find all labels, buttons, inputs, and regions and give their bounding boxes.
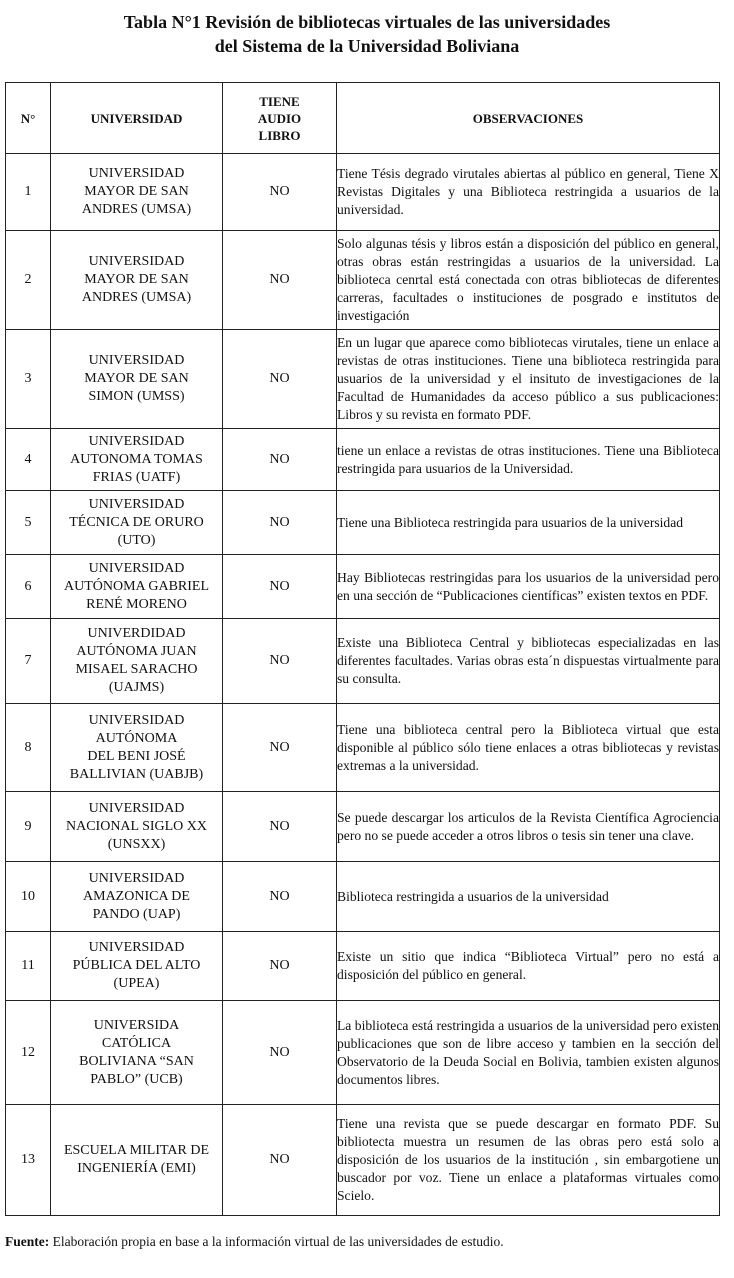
audio-book-value: NO xyxy=(223,555,337,619)
header-audio-book xyxy=(223,83,337,154)
university-name xyxy=(51,792,223,862)
university-name-line: ESCUELA MILITAR DE xyxy=(63,1143,210,1158)
row-number: 3 xyxy=(6,330,51,429)
table-row xyxy=(6,862,720,932)
audio-book-value: NO xyxy=(223,1001,337,1105)
row-number: 8 xyxy=(6,704,51,792)
table-row xyxy=(6,330,720,429)
row-number: 1 xyxy=(6,154,51,231)
university-name-line: ANDRES (UMSA) xyxy=(81,290,192,305)
table-row xyxy=(6,1001,720,1105)
audio-book-value: NO xyxy=(223,1105,337,1216)
university-name-line: UNIVERSIDAD xyxy=(88,712,185,728)
source-label: Fuente: xyxy=(5,1234,50,1249)
university-name-line: AUTÓNOMA GABRIEL xyxy=(63,578,210,594)
university-name-line: SIMON (UMSS) xyxy=(88,389,185,404)
header-audio-line-1: TIENE xyxy=(259,93,300,109)
observation-text: Existe un sitio que indica “Biblioteca Virtual” pero no está a disposición del público en general. xyxy=(337,932,720,1001)
university-name-line: UNIVERSIDAD xyxy=(88,560,185,576)
audio-book-value: NO xyxy=(223,932,337,1001)
header-num: N° xyxy=(6,83,51,154)
observation-text: Biblioteca restringida a usuarios de la universidad xyxy=(337,862,720,932)
university-name-line: (UNSXX) xyxy=(107,836,166,852)
row-number: 13 xyxy=(6,1105,51,1216)
university-name xyxy=(51,1001,223,1105)
observation-text: En un lugar que aparece como bibliotecas virutales, tiene un enlace a revistas de otras instituciones. Tiene una biblioteca restringida para usuarios de la universidad y el insituto de investigaciones de la Facultad de Humanidades da acceso público a sus publicaciones: Libros y su revista en formato PDF. xyxy=(337,330,720,429)
university-name-line: (UAJMS) xyxy=(108,680,165,695)
university-name-line: MAYOR DE SAN xyxy=(84,371,189,386)
university-name-line: UNIVERSIDAD xyxy=(88,800,185,816)
audio-book-value: NO xyxy=(223,619,337,704)
audio-book-value: NO xyxy=(223,862,337,932)
university-name-line: UNIVERSIDAD xyxy=(88,254,185,269)
audio-book-value: NO xyxy=(223,154,337,231)
university-name-line: MAYOR DE SAN xyxy=(84,272,189,287)
observation-text: Se puede descargar los articulos de la Revista Científica Agrociencia pero no se puede acceder a otros libros o tesis sin tener una clave. xyxy=(337,792,720,862)
table-row xyxy=(6,231,720,330)
header-audio-line-2: AUDIO xyxy=(257,110,302,126)
audio-book-value: NO xyxy=(223,429,337,491)
university-name-line: UNIVERSIDAD xyxy=(88,940,185,955)
audio-book-value: NO xyxy=(223,792,337,862)
row-number: 2 xyxy=(6,231,51,330)
row-number: 6 xyxy=(6,555,51,619)
university-name-line: MAYOR DE SAN xyxy=(84,184,189,199)
university-name xyxy=(51,330,223,429)
row-number: 12 xyxy=(6,1001,51,1105)
table-row xyxy=(6,491,720,555)
university-name xyxy=(51,1105,223,1216)
universities-table xyxy=(5,82,720,1216)
university-name-line: NACIONAL SIGLO XX xyxy=(65,818,208,834)
university-name-line: TÉCNICA DE ORURO xyxy=(69,514,204,530)
table-body xyxy=(6,154,720,1216)
university-name-line: MISAEL SARACHO xyxy=(75,662,198,677)
table-row xyxy=(6,154,720,231)
row-number: 5 xyxy=(6,491,51,555)
university-name-line: ANDRES (UMSA) xyxy=(81,202,192,217)
audio-book-value: NO xyxy=(223,704,337,792)
university-name-line: BALLIVIAN (UABJB) xyxy=(69,766,204,782)
row-number: 10 xyxy=(6,862,51,932)
university-name-line: UNIVERSIDAD xyxy=(88,166,185,181)
university-name-line: (UPEA) xyxy=(113,976,160,991)
table-row xyxy=(6,704,720,792)
header-row xyxy=(6,83,720,154)
university-name-line: UNIVERDIDAD xyxy=(87,626,186,641)
row-number: 11 xyxy=(6,932,51,1001)
audio-book-value: NO xyxy=(223,231,337,330)
university-name xyxy=(51,429,223,491)
audio-book-value: NO xyxy=(223,491,337,555)
university-name-line: PÚBLICA DEL ALTO xyxy=(72,958,201,973)
audio-book-value: NO xyxy=(223,330,337,429)
observation-text: Solo algunas tésis y libros están a disposición del público en general, otras obras están restringidas a usuarios de la universidad. La biblioteca cenrtal está conectada con otras bibliotecas de diferentes carreras, facultades o instituciones de posgrado e institutos de investigación xyxy=(337,231,720,330)
table-title xyxy=(0,10,734,58)
university-name-line: BOLIVIANA “SAN xyxy=(79,1053,194,1069)
table-row xyxy=(6,932,720,1001)
table-row xyxy=(6,619,720,704)
observation-text: tiene un enlace a revistas de otras instituciones. Tiene una Biblioteca restringida para usuarios de la Universidad. xyxy=(337,429,720,491)
university-name xyxy=(51,704,223,792)
header-university: UNIVERSIDAD xyxy=(51,83,223,154)
observation-text: Existe una Biblioteca Central y bibliotecas especializadas en las diferentes facultades. Varias obras esta´n dispuestas virtualmente para su consulta. xyxy=(337,619,720,704)
observation-text: Tiene una biblioteca central pero la Biblioteca virtual que esta disponible al público sólo tiene enlaces a otras bibliotecas y revistas extremas a la universidad. xyxy=(337,704,720,792)
observation-text: Tiene Tésis degrado virutales abiertas al público en general, Tiene X Revistas Digitales y una Biblioteca restringida a usuarios de la universidad. xyxy=(337,154,720,231)
university-name-line: UNIVERSIDAD xyxy=(88,433,185,449)
university-name-line: DEL BENI JOSÉ xyxy=(87,748,186,764)
row-number: 7 xyxy=(6,619,51,704)
university-name-line: AUTÓNOMA xyxy=(95,730,178,746)
university-name-line: UNIVERSIDAD xyxy=(88,496,185,512)
table-row xyxy=(6,1105,720,1216)
university-name-line: RENÉ MORENO xyxy=(86,596,187,612)
university-name-line: UNIVERSIDAD xyxy=(88,353,185,368)
university-name xyxy=(51,932,223,1001)
university-name-line: PABLO” (UCB) xyxy=(90,1071,183,1087)
university-name-line: UNIVERSIDAD xyxy=(88,870,185,886)
university-name-line: UNIVERSIDA xyxy=(93,1017,180,1033)
university-name-line: CATÓLICA xyxy=(101,1035,172,1051)
row-number: 9 xyxy=(6,792,51,862)
table-row xyxy=(6,555,720,619)
university-name xyxy=(51,555,223,619)
source-text: Elaboración propia en base a la información virtual de las universidades de estudio. xyxy=(49,1234,504,1249)
row-number: 4 xyxy=(6,429,51,491)
university-name xyxy=(51,491,223,555)
university-name-line: INGENIERÍA (EMI) xyxy=(77,1161,196,1176)
university-name xyxy=(51,619,223,704)
university-name xyxy=(51,154,223,231)
university-name-line: PANDO (UAP) xyxy=(92,906,181,922)
observation-text: Tiene una revista que se puede descargar en formato PDF. Su bibliotecta muestra un resumen de las obras pero está solo a disposición de los usuarios de la institución , sin embargotiene un buscador por voz. Tiene un enlace a plataformas virtuales como Scielo. xyxy=(337,1105,720,1216)
university-name-line: AUTONOMA TOMAS xyxy=(70,451,203,467)
observation-text: Tiene una Biblioteca restringida para usuarios de la universidad xyxy=(337,491,720,555)
table-row xyxy=(6,792,720,862)
university-name-line: (UTO) xyxy=(117,532,156,548)
university-name xyxy=(51,862,223,932)
university-name-line: AUTÓNOMA JUAN xyxy=(76,644,197,659)
university-name-line: FRIAS (UATF) xyxy=(92,469,181,485)
university-name xyxy=(51,231,223,330)
source-note xyxy=(5,1233,504,1251)
header-audio-line-3: LIBRO xyxy=(258,127,301,143)
observation-text: La biblioteca está restringida a usuarios de la universidad pero existen publicaciones que son de libre acceso y tambien en la sección del Observatorio de la Deuda Social en Bolivia, tambien existen algunos documentos libres. xyxy=(337,1001,720,1105)
university-name-line: AMAZONICA DE xyxy=(83,888,190,904)
table-row xyxy=(6,429,720,491)
observation-text: Hay Bibliotecas restringidas para los usuarios de la universidad pero en una sección de “Publicaciones científicas” existen textos en PDF. xyxy=(337,555,720,619)
header-observations: OBSERVACIONES xyxy=(337,83,720,154)
table-title-line-1: Tabla N°1 Revisión de bibliotecas virtuales de las universidades xyxy=(123,12,611,32)
table-title-line-2: del Sistema de la Universidad Boliviana xyxy=(214,36,520,56)
